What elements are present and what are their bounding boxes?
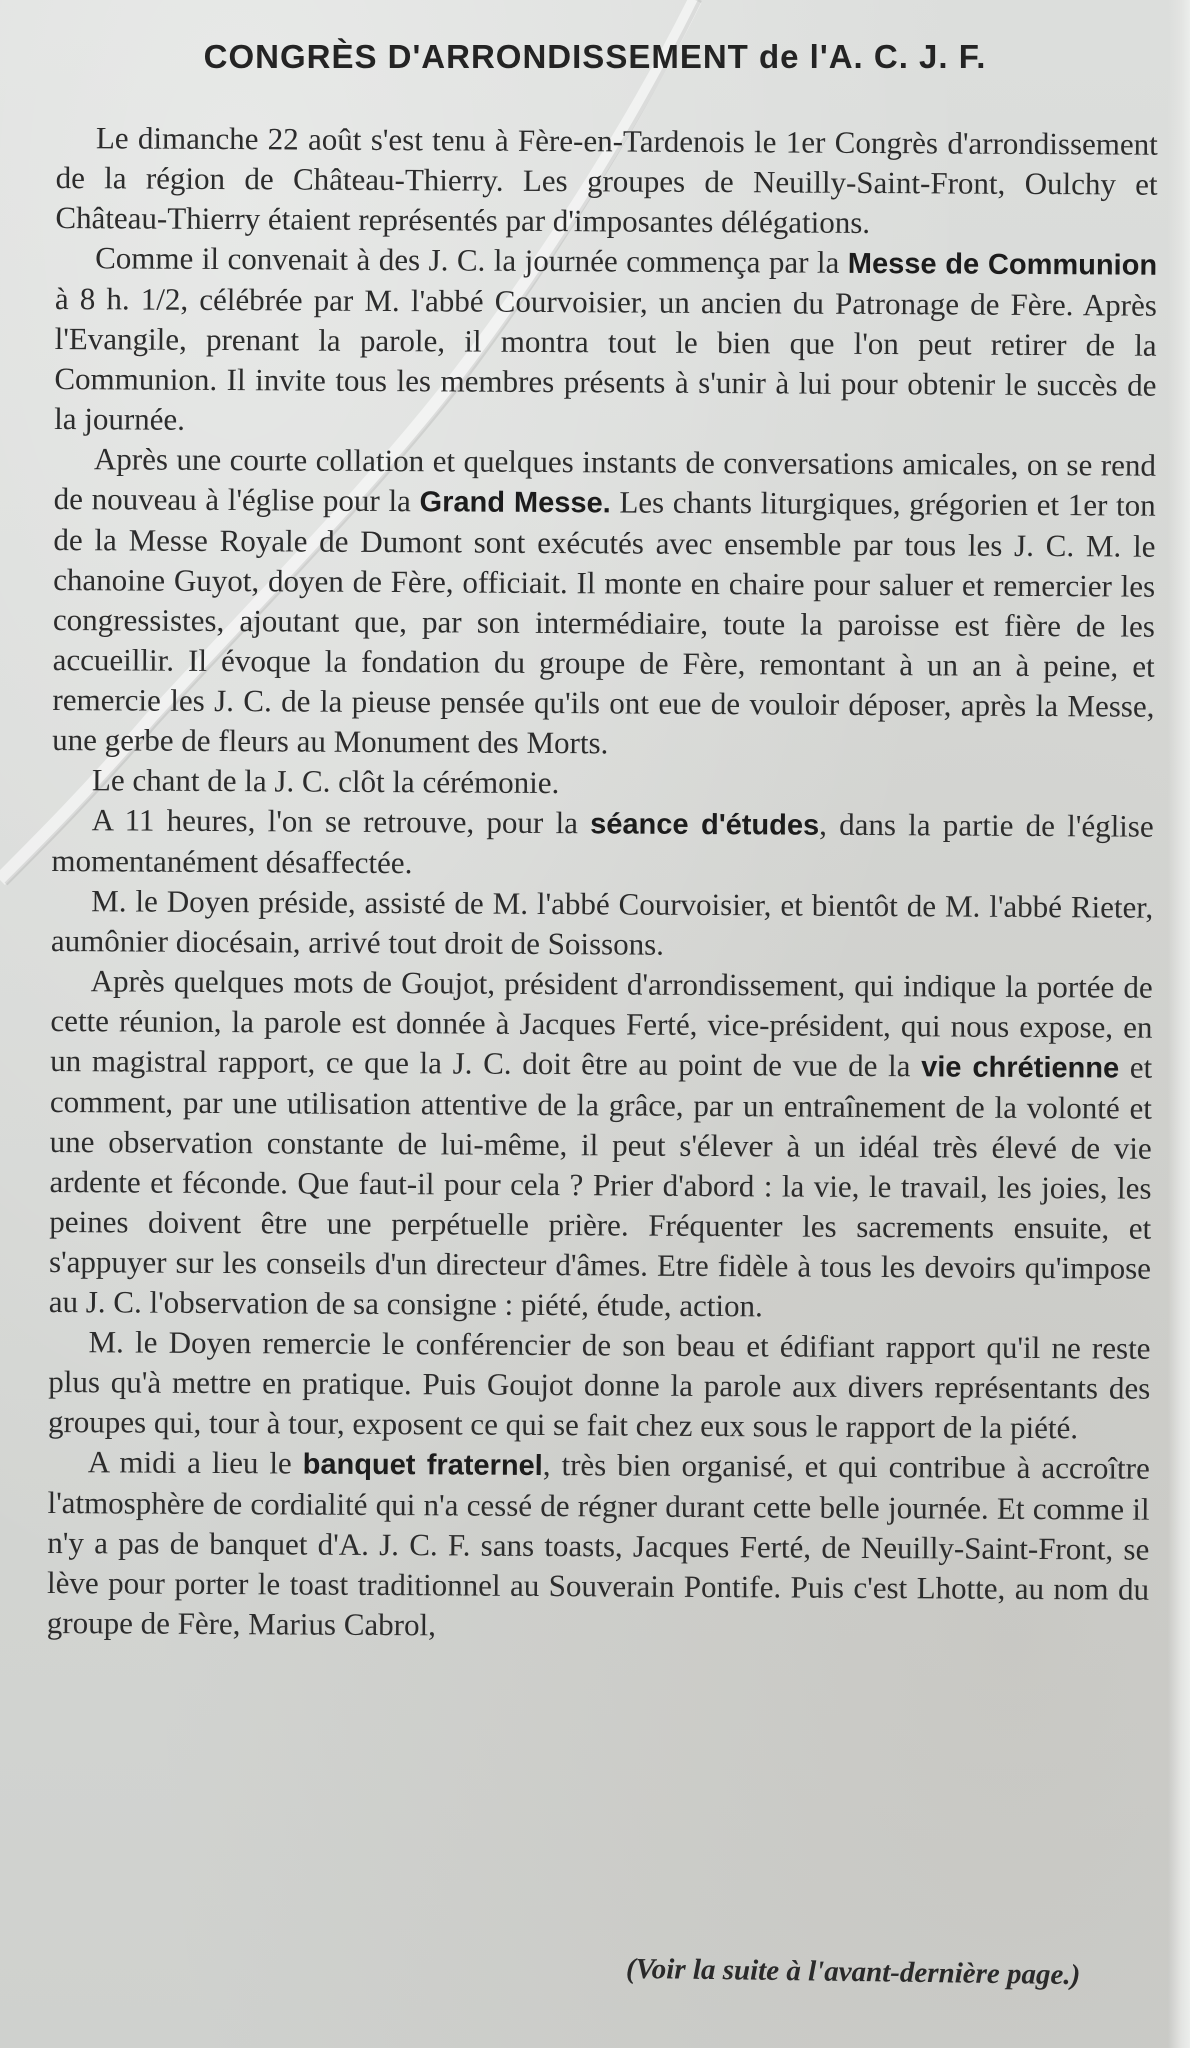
paper-edge	[1168, 0, 1190, 2048]
article-paragraph	[47, 1442, 1150, 1650]
paragraph-text: Le dimanche 22 août s'est tenu à Fère-en-Tardenois le 1er Congrès d'arrondissement de la région de Château-Thierry. Les groupes de Neuilly-Saint-Front, Oulchy et Château-Thierry étaient représentés par d'imposantes délégations.	[55, 120, 1158, 240]
paragraph-text: Après une courte collation et quelques instants de conversations amicales, on se rend de nouveau à l'église pour la	[53, 441, 1157, 519]
paragraph-text: , dans la partie de l'église momentanément désaffectée.	[51, 806, 1154, 881]
bold-phrase: séance d'études	[590, 808, 820, 842]
continuation-note: (Voir la suite à l'avant-dernière page.)	[625, 1952, 1081, 1992]
article-paragraph	[51, 881, 1153, 968]
article-body	[47, 118, 1158, 1650]
bold-phrase: Grand Messe.	[419, 486, 611, 520]
paragraph-text: M. le Doyen remercie le conférencier de son beau et édifiant rapport qu'il ne reste plus qu'à mettre en pratique. Puis Goujot donne la parole aux divers représentants des groupes qui, tour à tour, exposent ce qui se fait chez eux sous le rapport de la piété.	[47, 1324, 1151, 1446]
article-paragraph	[51, 800, 1153, 888]
article-title: CONGRÈS D'ARRONDISSEMENT de l'A. C. J. F.	[203, 38, 987, 75]
article-paragraph	[52, 760, 1154, 807]
article-paragraph	[52, 439, 1156, 767]
paragraph-text: Après quelques mots de Goujot, président d'arrondissement, qui indique la portée de cette réunion, la parole est donnée à Jacques Ferté, vice-président, qui nous expose, en un magistral rapport, ce que la J. C. doit être au point de vue de la	[50, 963, 1153, 1084]
paragraph-text: , très bien organisé, et qui contribue à accroître l'atmosphère de cordialité qui n'a cessé de régner durant cette belle journée. Et comme il n'y a pas de banquet d'A. J. C. F. sans toasts, Jacques Ferté, de Neuilly-Saint-Front, se lève pour porter le toast traditionnel au Souverain Pontife. Puis c'est Lhotte, au nom du groupe de Fère, Marius Cabrol,	[46, 1446, 1150, 1643]
bold-phrase: banquet fraternel	[302, 1448, 543, 1482]
paragraph-text: M. le Doyen préside, assisté de M. l'abbé Courvoisier, et bientôt de M. l'abbé Rieter, aumônier diocésain, arrivé tout droit de Soissons.	[50, 883, 1154, 962]
article-paragraph	[48, 1322, 1151, 1449]
bold-phrase: Messe de Communion	[847, 247, 1158, 282]
paragraph-text: Les chants liturgiques, grégorien et 1er ton de la Messe Royale de Dumont sont exécutés avec ensemble par tous les J. C. M. le chanoine Guyot, doyen de Fère, officiait. Il monte en chaire pour saluer et remercier les congressistes, ajoutant que, par son intermédiaire, toute la paroisse est fière de les accueillir. Il évoque la fondation du groupe de Fère, remontant à un an à peine, et remercie les J. C. de la pieuse pensée qu'ils ont eue de vouloir déposer, après la Messe, une gerbe de fleurs au Monument des Morts.	[52, 484, 1156, 761]
bold-phrase: vie chrétienne	[921, 1051, 1120, 1085]
paragraph-text: A 11 heures, l'on se retrouve, pour la	[91, 802, 591, 841]
paragraph-text: Le chant de la J. C. clôt la cérémonie.	[91, 762, 560, 801]
paragraph-text: A midi a lieu le	[87, 1444, 303, 1481]
paragraph-text: Comme il convenait à des J. C. la journée commença par la	[95, 240, 848, 280]
article-paragraph	[55, 118, 1158, 245]
paragraph-text: et comment, par une utilisation attentive de la grâce, par un entraînement de la volonté et une observation constante de lui-même, il peut s'élever à un idéal très élevé de vie ardente et féconde. Que faut-il pour cela ? Prier d'abord : la vie, le travail, les joies, les peines doivent être une perpétuelle prière. Fréquenter les sacrements ensuite, et s'appuyer sur les conseils d'un directeur d'âmes. Etre fidèle à tous les devoirs qu'impose au J. C. l'observation de sa consigne : piété, étude, action.	[48, 1049, 1153, 1324]
paragraph-text: à 8 h. 1/2, célébrée par M. l'abbé Courvoisier, un ancien du Patronage de Fère. Après l'Evangile, prenant la parole, il montra tout le bien que l'on peut retirer de la Communion. Il invite tous les membres présents à s'unir à lui pour obtenir le succès de la journée.	[54, 280, 1157, 437]
article-paragraph	[49, 961, 1153, 1329]
article-paragraph	[54, 238, 1157, 446]
